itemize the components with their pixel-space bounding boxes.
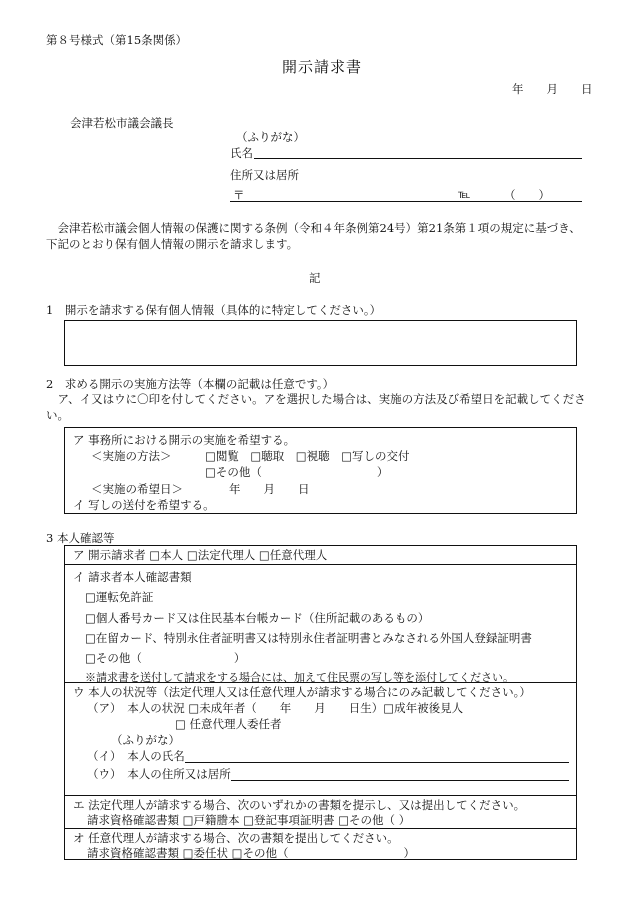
principal-status[interactable]: （ア） 本人の状況 □未成年者（ 年 月 日生）□成年被後見人 — [87, 701, 464, 715]
form-number: 第８号様式（第15条関係） — [46, 33, 188, 47]
opt-residence-card[interactable]: □在留カード、特別永住者証明書又は特別永住者証明書とみなされる外国人登録証明書 — [85, 631, 532, 645]
date-label: ＜実施の希望日＞ — [91, 482, 183, 496]
row-legal-agent — [65, 795, 576, 829]
row-identity-docs — [65, 564, 576, 683]
identity-note: ※請求書を送付して請求をする場合には、加えて住民票の写し等を添付してください。 — [85, 671, 514, 684]
applicant-name-line[interactable] — [254, 158, 582, 159]
option-b-mail[interactable]: イ 写しの送付を希望する。 — [73, 498, 215, 512]
ki-label: 記 — [309, 271, 321, 285]
postal-mark: 〒 — [233, 188, 245, 202]
principal-status-title: ウ 本人の状況等（法定代理人又は任意代理人が請求する場合にのみ記載してください。） — [73, 685, 531, 699]
desired-date[interactable]: 年 月 日 — [229, 482, 310, 496]
section3-label: 3 本人確認等 — [46, 531, 115, 545]
section2-instruction: ア、イ又はウに〇印を付してください。アを選択した場合は、実施の方法及び希望日を記載してください。 — [46, 392, 586, 422]
principal-furigana: （ふりがな） — [111, 733, 180, 747]
opt-drivers-license[interactable]: □運転免許証 — [85, 590, 154, 604]
principal-name-line[interactable] — [185, 762, 569, 763]
principal-address-label: （ウ） 本人の住所又は居所 — [87, 767, 231, 781]
legal-agent-docs[interactable]: 請求資格確認書類 □戸籍謄本 □登記事項証明書 □その他（ ） — [87, 813, 411, 827]
opt-my-number-card[interactable]: □個人番号カード又は住民基本台帳カード（住所記載のあるもの） — [85, 611, 430, 625]
method-other[interactable]: □その他（ ） — [205, 465, 389, 479]
row-voluntary-agent — [65, 828, 576, 860]
applicant-furigana: （ふりがな） — [236, 130, 305, 144]
section2-label: 2 求める開示の実施方法等（本欄の記載は任意です。） — [46, 377, 335, 391]
principal-name-label: （イ） 本人の氏名 — [87, 749, 185, 763]
applicant-name-label: 氏名 — [230, 146, 253, 160]
intro-text: 会津若松市議会個人情報の保護に関する条例（令和４年条例第24号）第21条第１項の規定に基づき、下記のとおり保有個人情報の開示を請求します。 — [46, 221, 581, 251]
method-label: ＜実施の方法＞ — [91, 449, 172, 463]
principal-status-2[interactable]: □ 任意代理人委任者 — [175, 717, 282, 731]
opt-other-doc[interactable]: □その他（ ） — [85, 651, 246, 665]
identity-docs-title: イ 請求者本人確認書類 — [73, 570, 192, 584]
voluntary-agent-title: オ 任意代理人が請求する場合、次の書類を提出してください。 — [73, 831, 399, 845]
voluntary-agent-docs[interactable]: 請求資格確認書類 □委任状 □その他（ ） — [87, 846, 416, 860]
page-title: 開示請求書 — [282, 58, 363, 76]
applicant-address-label: 住所又は居所 — [230, 168, 299, 182]
section2-box — [64, 427, 577, 514]
option-a-office[interactable]: ア 事務所における開示の実施を希望する。 — [73, 433, 296, 447]
applicant-address-line[interactable] — [230, 201, 582, 202]
tel-paren: （ ） — [504, 188, 550, 202]
section1-label: 1 開示を請求する保有個人情報（具体的に特定してください。） — [46, 303, 382, 317]
addressee: 会津若松市議会議長 — [70, 116, 174, 130]
section3-table — [64, 545, 577, 860]
principal-address-line[interactable] — [231, 780, 569, 781]
method-options[interactable]: □閲覧 □聴取 □視聴 □写しの交付 — [205, 449, 410, 463]
legal-agent-title: エ 法定代理人が請求する場合、次のいずれかの書類を提示し、又は提出してください。 — [73, 798, 526, 812]
row-principal-status — [65, 682, 576, 796]
requester-type[interactable]: ア 開示請求者 □本人 □法定代理人 □任意代理人 — [73, 548, 328, 562]
tel-mark: ℡ — [458, 187, 471, 201]
date-line: 年 月 日 — [512, 82, 593, 96]
section1-input-box[interactable] — [64, 320, 577, 366]
